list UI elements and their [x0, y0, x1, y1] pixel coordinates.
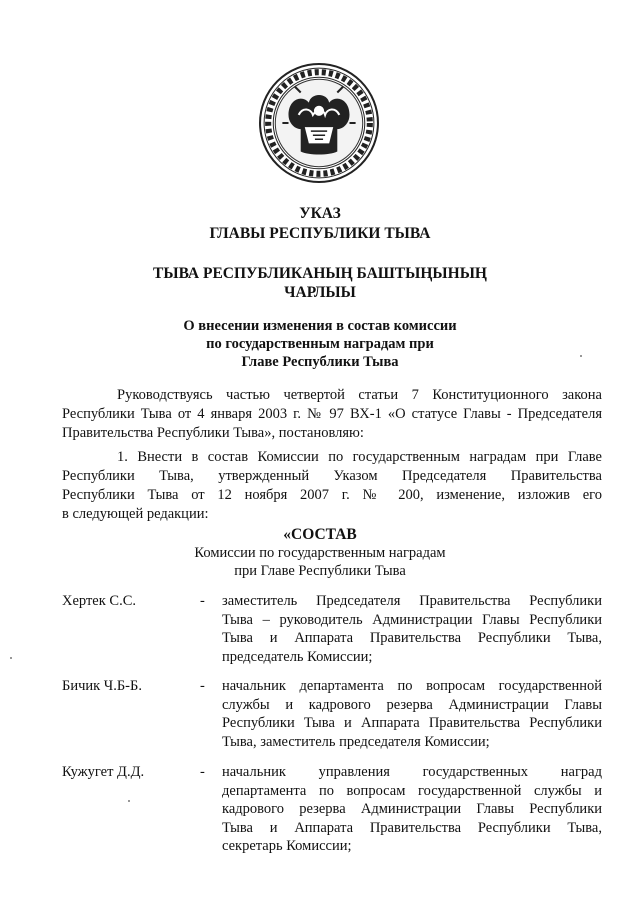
member-duty [222, 763, 602, 856]
republic-emblem [258, 62, 380, 184]
duty-line: Тыва и Аппарата Правительства Республики Тыва, [222, 630, 602, 646]
tuvan-title-line1: ТЫВА РЕСПУБЛИКАНЫҢ БАШТЫҢЫНЫҢ [153, 265, 487, 282]
preamble-line: Правительства Республики Тыва», постановляю: [62, 425, 364, 441]
subject-line3: Главе Республики Тыва [241, 354, 399, 370]
duty-line: Республики Тыва и Аппарата Правительства Республики [222, 715, 602, 731]
duty-line: начальник управления государственных наград [222, 764, 602, 780]
composition-line2: при Главе Республики Тыва [234, 563, 406, 579]
preamble-line: Руководствуясь частью четвертой статьи 7 Конституционного закона [117, 387, 602, 403]
duty-line: председатель Комиссии; [222, 648, 373, 665]
scan-speck [10, 657, 12, 659]
clause-line: 1. Внести в состав Комиссии по государственным наградам при Главе [117, 449, 602, 465]
composition-title: «СОСТАВ [283, 526, 357, 543]
duty-line: Тыва, заместитель председателя Комиссии; [222, 733, 490, 750]
composition-line1: Комиссии по государственным наградам [194, 545, 446, 561]
decree-subtitle: ГЛАВЫ РЕСПУБЛИКИ ТЫВА [209, 225, 431, 242]
member-dash: - [200, 593, 205, 609]
subject-line2: по государственным наградам при [206, 336, 434, 352]
tuvan-title-line2: ЧАРЛЫЫ [284, 284, 356, 301]
member-name: Кужугет Д.Д. [62, 764, 145, 780]
clause-1-paragraph [62, 448, 602, 524]
member-name: Хертек С.С. [62, 593, 137, 609]
member-duty [222, 592, 602, 666]
duty-line: Тыва и Аппарата Правительства Республики Тыва, [222, 819, 602, 836]
duty-line: кадрового резерва Администрации Главы Республики [222, 801, 602, 817]
duty-line: департамента по вопросам государственной службы и [222, 782, 602, 799]
member-duty [222, 677, 602, 751]
member-name: Бичик Ч.Б-Б. [62, 678, 142, 694]
duty-line: начальник департамента по вопросам государственной [222, 678, 602, 694]
duty-line: секретарь Комиссии; [222, 838, 352, 854]
member-dash: - [200, 764, 205, 780]
preamble-paragraph [62, 386, 602, 443]
clause-line: в следующей редакции: [62, 506, 209, 522]
duty-line: Тыва – руководитель Администрации Главы Республики [222, 611, 602, 628]
duty-line: заместитель Председателя Правительства Республики [222, 593, 602, 609]
scan-speck [580, 355, 582, 357]
scan-speck [128, 800, 130, 802]
clause-line: Республики Тыва от 12 ноября 2007 г. № 200, изменение, изложив его [62, 487, 602, 503]
subject-line1: О внесении изменения в состав комиссии [183, 318, 457, 334]
clause-line: Республики Тыва, утвержденный Указом Председателя Правительства [62, 468, 602, 484]
duty-line: службы и кадрового резерва Администрации Главы [222, 696, 602, 713]
member-dash: - [200, 678, 205, 694]
preamble-line: Республики Тыва от 4 января 2003 г. № 97 ВХ-1 «О статусе Главы - Председателя [62, 406, 602, 422]
decree-title: УКАЗ [299, 205, 341, 222]
